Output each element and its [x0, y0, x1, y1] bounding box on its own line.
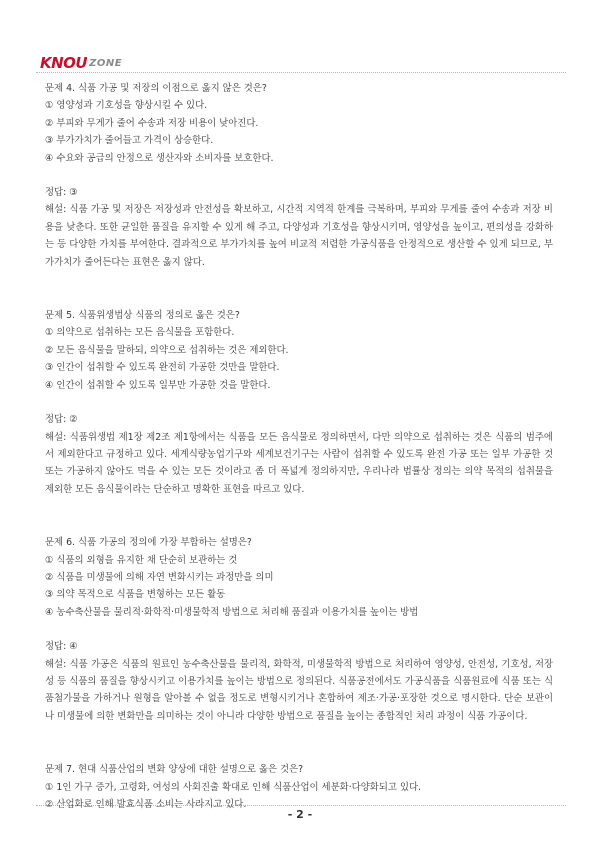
option-1: ① 식품의 외형을 유지한 채 단순히 보관하는 것: [45, 554, 238, 566]
answer-block-5: [45, 411, 553, 498]
option-2: ② 모든 음식물을 말하되, 의약으로 섭취하는 것은 제외한다.: [45, 344, 289, 356]
question-block-6: [45, 534, 553, 621]
option-2: ② 식품을 미생물에 의해 자연 변화시키는 과정만을 의미: [45, 571, 274, 583]
question-text: 문제 7. 현대 식품산업의 변화 양상에 대한 설명으로 옳은 것은?: [45, 764, 304, 776]
question-text: 문제 4. 식품 가공 및 저장의 이점으로 옳지 않은 것은?: [45, 83, 267, 94]
question-block-5: [45, 307, 553, 394]
option-2: ② 산업화로 인해 발효식품 소비는 사라지고 있다.: [45, 799, 247, 810]
question-text: 문제 6. 식품 가공의 정의에 가장 부합하는 설명은?: [45, 537, 252, 549]
page-number: - 2 -: [287, 808, 313, 821]
question-block-4: [45, 80, 553, 167]
answer-text: 정답: ③: [45, 187, 78, 199]
question-text: 문제 5. 식품위생법상 식품의 정의로 옳은 것은?: [45, 310, 240, 322]
question-list: [45, 80, 553, 830]
explanation-text: 해설: 식품 가공은 식품의 원료인 농수축산물을 물리적, 화학적, 미생물학적 방법으로 처리하여 영양성, 안전성, 기호성, 저장성 등 식품의 품질을 향상시키고 이용가치를 높이는 방법으로 정의된다. 식품공전에서도 가공식품을 식품원료에 식품 또는 식품첨가물을 가하거나 원형을 알아볼 수 없을 정도로 변형시키거나 혼합하여 제조·가공·포장한 것으로 명시한다. 단순 보관이나 미생물에 의한 변화만을 의미하는 것이 아니라 다양한 방법으로 품질을 높이는 종합적인 처리 과정이 식품 가공이다.: [45, 658, 553, 722]
logo-brand: KNOU: [40, 54, 88, 72]
answer-block-6: [45, 638, 553, 725]
option-3: ③ 부가가치가 줄어들고 가격이 상승한다.: [45, 135, 214, 147]
option-1: ① 영양성과 기호성을 향상시킬 수 있다.: [45, 100, 208, 112]
answer-text: 정답: ②: [45, 414, 78, 426]
answer-text: 정답: ④: [45, 641, 78, 653]
option-1: ① 1인 가구 증가, 고령화, 여성의 사회진출 확대로 인해 식품산업이 세분화·다양화되고 있다.: [45, 781, 422, 793]
option-3: ③ 인간이 섭취할 수 있도록 완전히 가공한 것만을 말한다.: [45, 362, 280, 374]
explanation-text: 해설: 식품위생법 제1장 제2조 제1항에서는 식품을 모든 음식물로 정의하면서, 다만 의약으로 섭취하는 것은 식품의 범주에서 제외한다고 규정하고 있다. 세계식량농업기구와 세계보건기구는 사람이 섭취할 수 있도록 완전 가공 또는 일부 가공한 것 또는 가공하지 않아도 먹을 수 있는 모든 것이라고 좀 더 폭넓게 정의하지만, 우리나라 법률상 정의는 의약 목적의 섭취물을 제외한 모든 음식물이라는 단순하고 명확한 표현을 따르고 있다.: [45, 431, 553, 495]
option-1: ① 의약으로 섭취하는 모든 음식물을 포함한다.: [45, 327, 235, 339]
option-3: ③ 의약 목적으로 식품을 변형하는 모든 활동: [45, 589, 226, 601]
option-4: ④ 인간이 섭취할 수 있도록 일부만 가공한 것을 말한다.: [45, 379, 271, 391]
option-4: ④ 수요와 공급의 안정으로 생산자와 소비자를 보호한다.: [45, 152, 274, 164]
logo-suffix: ZONE: [89, 58, 123, 69]
explanation-text: 해설: 식품 가공 및 저장은 저장성과 안전성을 확보하고, 시간적 지역적 한계를 극복하며, 부피와 무게를 줄여 수송과 저장 비용을 낮춘다. 또한 균일한 품질을 유지할 수 있게 해 주고, 다양성과 기호성을 향상시키며, 영양성을 높이고, 편의성을 강화하는 등 다양한 가치를 부여한다. 결과적으로 부가가치를 높여 비교적 저렴한 가공식품을 안정적으로 생산할 수 있게 되므로, 부가가치가 줄어든다는 표현은 옳지 않다.: [45, 204, 553, 268]
knouzone-logo: [40, 52, 122, 70]
option-2: ② 부피와 무게가 줄어 수송과 저장 비용이 낮아진다.: [45, 117, 259, 129]
question-block-7: [45, 761, 553, 813]
option-4: ④ 농수축산물을 물리적·화학적·미생물학적 방법으로 처리해 품질과 이용가치를 높이는 방법: [45, 606, 419, 618]
answer-block-4: [45, 184, 553, 271]
